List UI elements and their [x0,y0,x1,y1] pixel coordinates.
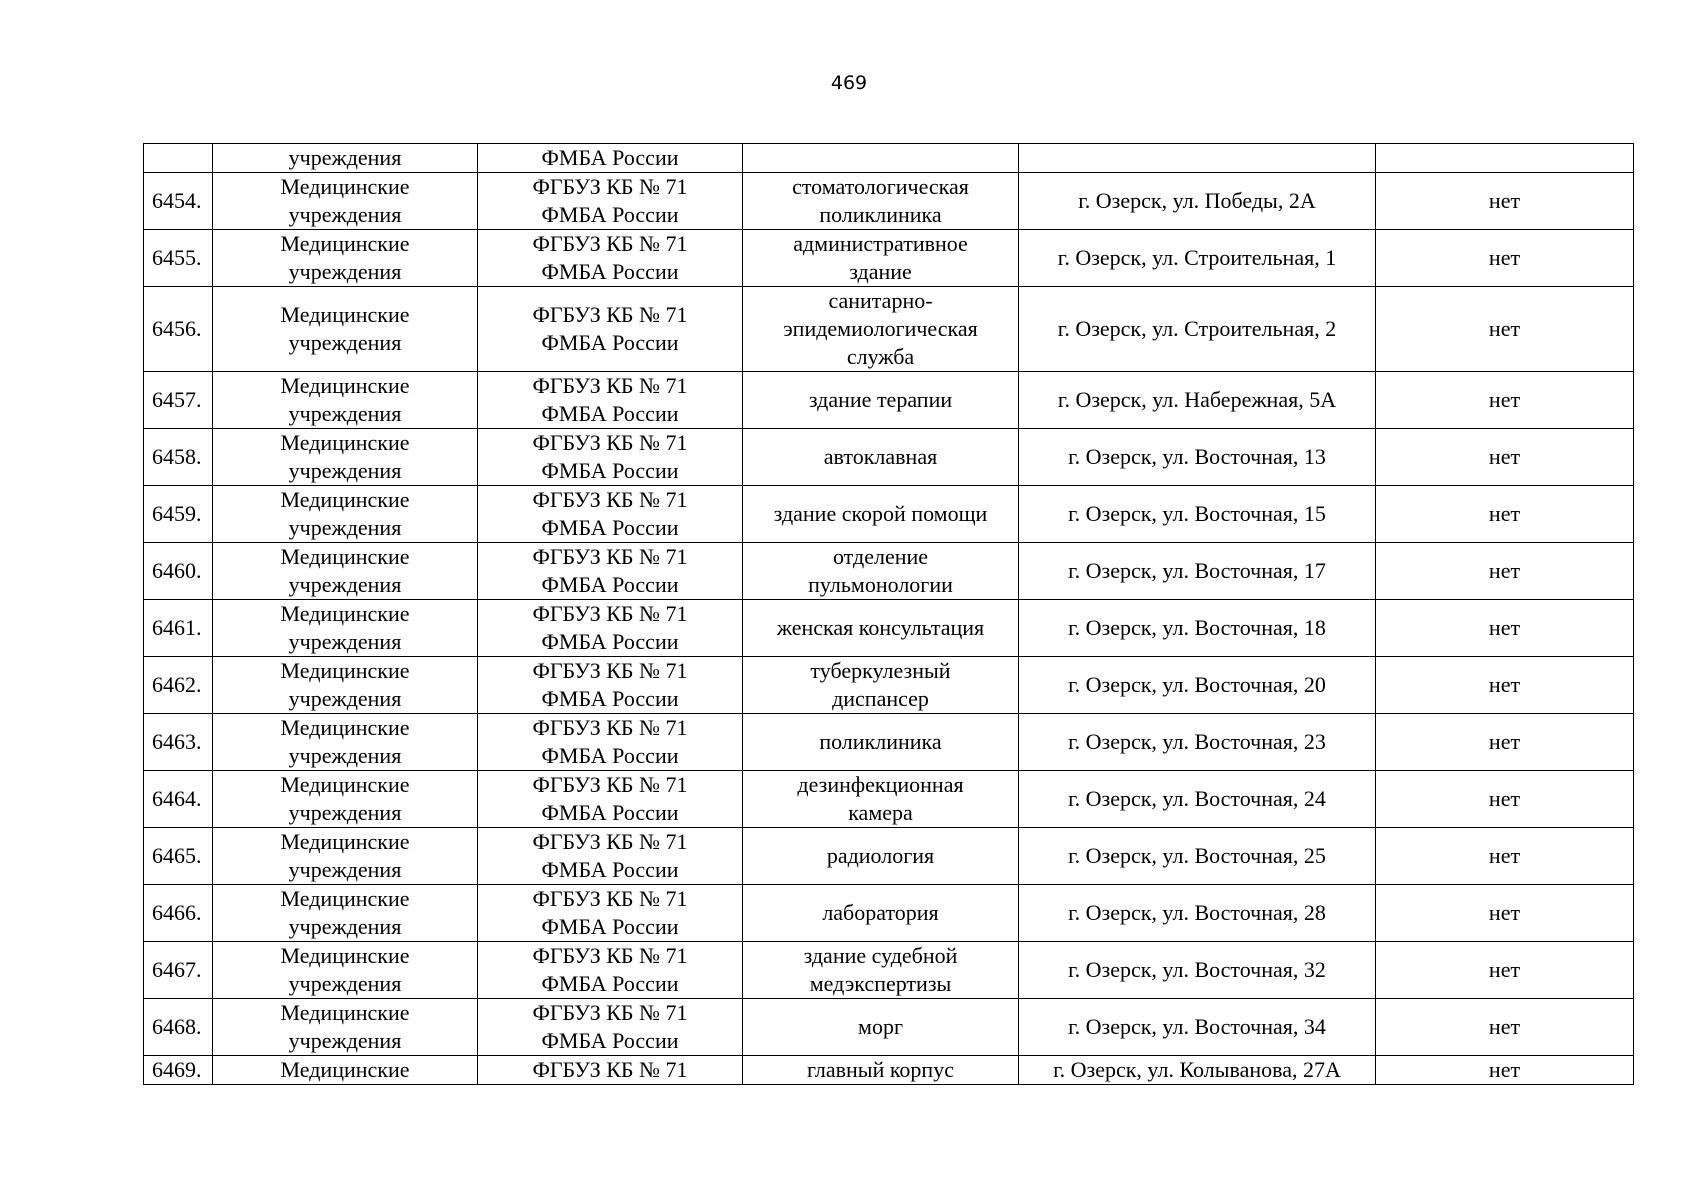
registry-table [143,143,1634,1085]
cell-organization: ФГБУЗ КБ № 71 ФМБА России [478,173,743,230]
table-row [144,942,1634,999]
table-row [144,230,1634,287]
cell-organization: ФГБУЗ КБ № 71 ФМБА России [478,771,743,828]
cell-number: 6461. [144,600,213,657]
cell-category: Медицинские учреждения [213,429,478,486]
table-row [144,287,1634,372]
cell-status: нет [1376,942,1634,999]
cell-category: Медицинские учреждения [213,372,478,429]
table-row [144,828,1634,885]
table-row [144,173,1634,230]
table-row [144,771,1634,828]
cell-organization: ФГБУЗ КБ № 71 [478,1056,743,1085]
cell-number: 6458. [144,429,213,486]
cell-organization: ФГБУЗ КБ № 71 ФМБА России [478,486,743,543]
cell-status: нет [1376,657,1634,714]
cell-organization: ФГБУЗ КБ № 71 ФМБА России [478,714,743,771]
cell-organization: ФГБУЗ КБ № 71 ФМБА России [478,657,743,714]
cell-organization: ФГБУЗ КБ № 71 ФМБА России [478,230,743,287]
table-row [144,885,1634,942]
cell-number [144,144,213,173]
cell-object: лаборатория [743,885,1019,942]
cell-address: г. Озерск, ул. Восточная, 17 [1019,543,1376,600]
cell-organization: ФГБУЗ КБ № 71 ФМБА России [478,543,743,600]
cell-status: нет [1376,429,1634,486]
table-row [144,657,1634,714]
cell-status: нет [1376,999,1634,1056]
cell-number: 6454. [144,173,213,230]
cell-category: Медицинские учреждения [213,999,478,1056]
cell-object: здание скорой помощи [743,486,1019,543]
table-row [144,372,1634,429]
cell-number: 6464. [144,771,213,828]
cell-number: 6462. [144,657,213,714]
cell-address: г. Озерск, ул. Восточная, 13 [1019,429,1376,486]
table-row [144,543,1634,600]
cell-object: отделение пульмонологии [743,543,1019,600]
cell-address: г. Озерск, ул. Восточная, 34 [1019,999,1376,1056]
cell-status: нет [1376,714,1634,771]
cell-number: 6457. [144,372,213,429]
table-row [144,999,1634,1056]
cell-address: г. Озерск, ул. Строительная, 1 [1019,230,1376,287]
cell-number: 6467. [144,942,213,999]
cell-organization: ФГБУЗ КБ № 71 ФМБА России [478,429,743,486]
cell-address: г. Озерск, ул. Восточная, 25 [1019,828,1376,885]
cell-organization: ФМБА России [478,144,743,173]
cell-object: стоматологическая поликлиника [743,173,1019,230]
cell-number: 6456. [144,287,213,372]
cell-address [1019,144,1376,173]
cell-object: главный корпус [743,1056,1019,1085]
cell-category: Медицинские учреждения [213,942,478,999]
cell-category: Медицинские учреждения [213,173,478,230]
cell-status: нет [1376,230,1634,287]
cell-object: туберкулезный диспансер [743,657,1019,714]
cell-address: г. Озерск, ул. Восточная, 18 [1019,600,1376,657]
table-row [144,1056,1634,1085]
cell-category: Медицинские учреждения [213,486,478,543]
cell-object [743,144,1019,173]
cell-category: Медицинские учреждения [213,287,478,372]
page-number: 469 [830,72,868,94]
cell-category: Медицинские учреждения [213,230,478,287]
cell-address: г. Озерск, ул. Восточная, 15 [1019,486,1376,543]
cell-address: г. Озерск, ул. Строительная, 2 [1019,287,1376,372]
cell-number: 6465. [144,828,213,885]
cell-status: нет [1376,771,1634,828]
cell-number: 6460. [144,543,213,600]
cell-object: радиология [743,828,1019,885]
cell-number: 6468. [144,999,213,1056]
cell-organization: ФГБУЗ КБ № 71 ФМБА России [478,942,743,999]
table-row-continuation [144,144,1634,173]
cell-status: нет [1376,543,1634,600]
cell-number: 6466. [144,885,213,942]
cell-object: дезинфекционная камера [743,771,1019,828]
cell-category: Медицинские учреждения [213,771,478,828]
cell-address: г. Озерск, ул. Восточная, 32 [1019,942,1376,999]
cell-status: нет [1376,885,1634,942]
cell-category: Медицинские [213,1056,478,1085]
cell-address: г. Озерск, ул. Колыванова, 27А [1019,1056,1376,1085]
table-row [144,486,1634,543]
cell-object: здание терапии [743,372,1019,429]
table-row [144,429,1634,486]
cell-organization: ФГБУЗ КБ № 71 ФМБА России [478,999,743,1056]
cell-category: Медицинские учреждения [213,885,478,942]
cell-status: нет [1376,486,1634,543]
cell-status: нет [1376,828,1634,885]
cell-number: 6463. [144,714,213,771]
cell-organization: ФГБУЗ КБ № 71 ФМБА России [478,600,743,657]
table-row [144,714,1634,771]
cell-category: Медицинские учреждения [213,828,478,885]
cell-organization: ФГБУЗ КБ № 71 ФМБА России [478,885,743,942]
cell-category: Медицинские учреждения [213,657,478,714]
cell-category: Медицинские учреждения [213,600,478,657]
cell-organization: ФГБУЗ КБ № 71 ФМБА России [478,828,743,885]
cell-address: г. Озерск, ул. Восточная, 23 [1019,714,1376,771]
cell-object: автоклавная [743,429,1019,486]
cell-category: Медицинские учреждения [213,543,478,600]
cell-organization: ФГБУЗ КБ № 71 ФМБА России [478,287,743,372]
cell-address: г. Озерск, ул. Победы, 2А [1019,173,1376,230]
cell-status: нет [1376,173,1634,230]
cell-category: учреждения [213,144,478,173]
cell-number: 6459. [144,486,213,543]
cell-status: нет [1376,600,1634,657]
cell-address: г. Озерск, ул. Восточная, 20 [1019,657,1376,714]
cell-status [1376,144,1634,173]
cell-object: административное здание [743,230,1019,287]
cell-object: здание судебной медэкспертизы [743,942,1019,999]
cell-address: г. Озерск, ул. Восточная, 28 [1019,885,1376,942]
cell-address: г. Озерск, ул. Набережная, 5А [1019,372,1376,429]
cell-object: женская консультация [743,600,1019,657]
cell-category: Медицинские учреждения [213,714,478,771]
cell-status: нет [1376,287,1634,372]
cell-status: нет [1376,1056,1634,1085]
cell-address: г. Озерск, ул. Восточная, 24 [1019,771,1376,828]
table-row [144,600,1634,657]
cell-status: нет [1376,372,1634,429]
cell-number: 6455. [144,230,213,287]
cell-organization: ФГБУЗ КБ № 71 ФМБА России [478,372,743,429]
cell-object: поликлиника [743,714,1019,771]
cell-object: морг [743,999,1019,1056]
registry-table-body [144,144,1634,1085]
cell-object: санитарно- эпидемиологическая служба [743,287,1019,372]
cell-number: 6469. [144,1056,213,1085]
